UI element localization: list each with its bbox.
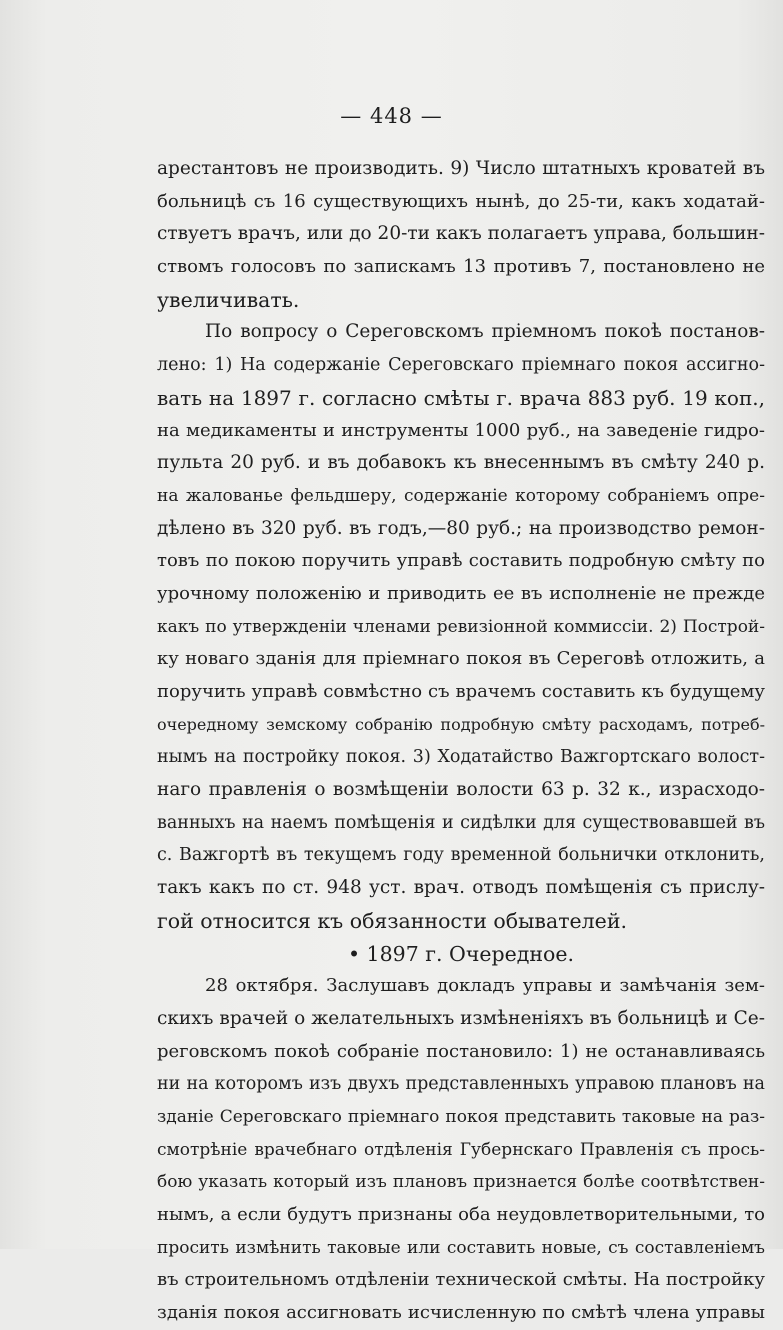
text-line: реговскомъ покоѣ собраніе постановило: 1) не останавливаясь: [157, 1040, 765, 1062]
text-line: урочному положенію и приводить ее въ исполненіе не прежде: [157, 582, 765, 604]
text-line: лено: 1) На содержаніе Сереговскаго пріемнаго покоя ассигно-: [157, 355, 765, 376]
text-line: с. Важгортѣ въ текущемъ году временной больнички отклонить,: [157, 845, 765, 866]
text-line: ванныхъ на наемъ помѣщенія и сидѣлки для существовавшей въ: [157, 812, 765, 833]
text-line: 28 октября. Заслушавъ докладъ управы и замѣчанія зем-: [205, 975, 765, 997]
text-line: бою указать который изъ плановъ признается болѣе соотвѣтствен-: [157, 1172, 765, 1193]
text-line: такъ какъ по ст. 948 уст. врач. отводъ помѣщенія съ прислу-: [157, 877, 765, 899]
text-line: гой относится къ обязанности обывателей.: [157, 908, 627, 933]
text-line: поручить управѣ совмѣстно съ врачемъ составить къ будущему: [157, 681, 765, 702]
text-line: дѣлено въ 320 руб. въ годъ,—80 руб.; на производство ремон-: [157, 517, 765, 539]
section-heading: • 1897 г. Очередное.: [347, 941, 575, 966]
text-line: ку новаго зданія для пріемнаго покоя въ Сереговѣ отложить, а: [157, 648, 765, 670]
text-line: очередному земскому собранію подробную смѣту расходамъ, потреб-: [157, 714, 765, 734]
text-line: товъ по покою поручить управѣ составить подробную смѣту по: [157, 550, 765, 572]
text-line: По вопросу о Сереговскомъ пріемномъ покоѣ постанов-: [205, 321, 765, 343]
text-line: на медикаменты и инструменты 1000 руб., на заведеніе гидро-: [157, 419, 765, 441]
text-line: просить измѣнить таковые или составить новые, съ составленіемъ: [157, 1237, 765, 1258]
text-line: арестантовъ не производить. 9) Число штатныхъ кроватей въ: [157, 158, 765, 179]
text-line: зданія покоя ассигновать исчисленную по смѣтѣ члена управы: [157, 1302, 765, 1324]
text-line: ствомъ голосовъ по запискамъ 13 противъ 7, постановлено не: [157, 256, 765, 278]
text-line: ни на которомъ изъ двухъ представленныхъ управою плановъ на: [157, 1074, 765, 1095]
text-line: зданіе Сереговскаго пріемнаго покоя представить таковые на раз-: [157, 1106, 765, 1127]
text-line: въ строительномъ отдѣленіи технической смѣты. На постройку: [157, 1269, 765, 1291]
text-line: больницѣ съ 16 существующихъ нынѣ, до 25-ти, какъ ходатай-: [157, 190, 765, 212]
text-line: вать на 1897 г. согласно смѣты г. врача 883 руб. 19 коп.,: [157, 385, 765, 410]
text-line: нымъ на постройку покоя. 3) Ходатайство Важгортскаго волост-: [157, 747, 765, 768]
text-line: какъ по утвержденіи членами ревизіонной коммиссіи. 2) Построй-: [157, 616, 765, 637]
text-line: пульта 20 руб. и въ добавокъ къ внесеннымъ въ смѣту 240 р.: [157, 452, 765, 474]
text-line: нымъ, а если будутъ признаны оба неудовлетворительными, то: [157, 1204, 765, 1225]
text-line: увеличивать.: [157, 287, 300, 312]
text-line: на жалованье фельдшеру, содержаніе которому собраніемъ опре-: [157, 485, 765, 506]
text-line: смотрѣніе врачебнаго отдѣленія Губернскаго Правленія съ прось-: [157, 1139, 765, 1160]
text-line: наго правленія о возмѣщеніи волости 63 р. 32 к., израсходо-: [157, 779, 765, 801]
text-line: скихъ врачей о желательныхъ измѣненіяхъ въ больницѣ и Се-: [157, 1007, 765, 1029]
text-line: ствуетъ врачъ, или до 20-ти какъ полагаетъ управа, большин-: [157, 223, 765, 245]
page-number: — 448 —: [340, 104, 443, 128]
body-text: [157, 153, 765, 1330]
